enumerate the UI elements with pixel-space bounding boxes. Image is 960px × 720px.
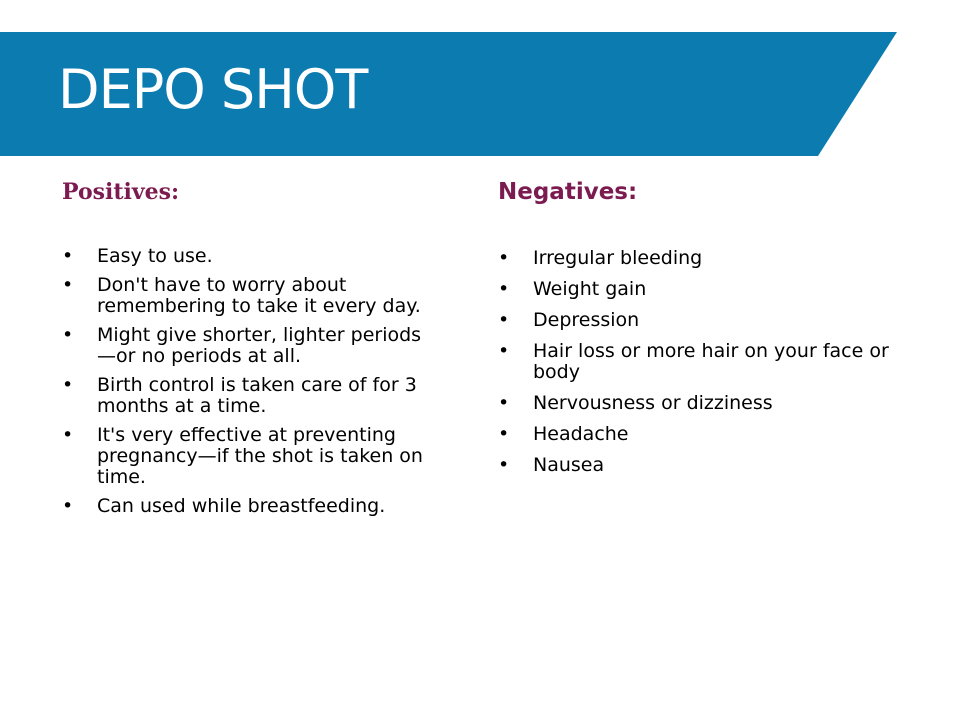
list-item-text: Might give shorter, lighter periods—or no periods at all. <box>97 324 422 367</box>
list-item <box>62 375 437 417</box>
bullet-icon: • <box>498 278 510 300</box>
negatives-heading: Negatives: <box>498 179 638 205</box>
list-item-text: Don't have to worry about remembering to take it every day. <box>97 274 421 317</box>
positives-list <box>62 246 462 517</box>
negatives-column <box>498 172 918 486</box>
list-item-text: Weight gain <box>533 278 647 300</box>
bullet-icon: • <box>62 245 74 267</box>
list-item-text: Easy to use. <box>97 245 213 267</box>
list-item-text: Hair loss or more hair on your face or body <box>533 340 889 383</box>
list-item <box>498 248 918 269</box>
bullet-icon: • <box>498 247 510 269</box>
bullet-icon: • <box>498 340 510 362</box>
bullet-icon: • <box>62 424 74 446</box>
list-item <box>62 246 437 267</box>
positives-heading: Positives: <box>62 179 180 205</box>
bullet-icon: • <box>62 374 74 396</box>
list-item <box>62 325 437 367</box>
bullet-icon: • <box>62 324 74 346</box>
bullet-icon: • <box>498 423 510 445</box>
list-item-text: Depression <box>533 309 640 331</box>
list-item <box>498 341 918 383</box>
bullet-icon: • <box>62 495 74 517</box>
list-item <box>498 424 918 445</box>
list-item-text: Can used while breastfeeding. <box>97 495 386 517</box>
list-item <box>498 455 918 476</box>
bullet-icon: • <box>62 274 74 296</box>
list-item-text: Headache <box>533 423 629 445</box>
list-item <box>62 275 437 317</box>
list-item <box>498 393 918 414</box>
list-item <box>498 310 918 331</box>
slide-title: DEPO SHOT <box>58 58 368 121</box>
list-item-text: It's very effective at preventing pregnancy—if the shot is taken on time. <box>97 424 423 488</box>
list-item <box>62 425 437 488</box>
bullet-icon: • <box>498 309 510 331</box>
positives-column <box>62 172 462 525</box>
list-item-text: Birth control is taken care of for 3 months at a time. <box>97 374 417 417</box>
list-item <box>62 496 437 517</box>
list-item <box>498 279 918 300</box>
negatives-list <box>498 248 918 476</box>
list-item-text: Nausea <box>533 454 605 476</box>
list-item-text: Irregular bleeding <box>533 247 703 269</box>
bullet-icon: • <box>498 454 510 476</box>
bullet-icon: • <box>498 392 510 414</box>
list-item-text: Nervousness or dizziness <box>533 392 773 414</box>
